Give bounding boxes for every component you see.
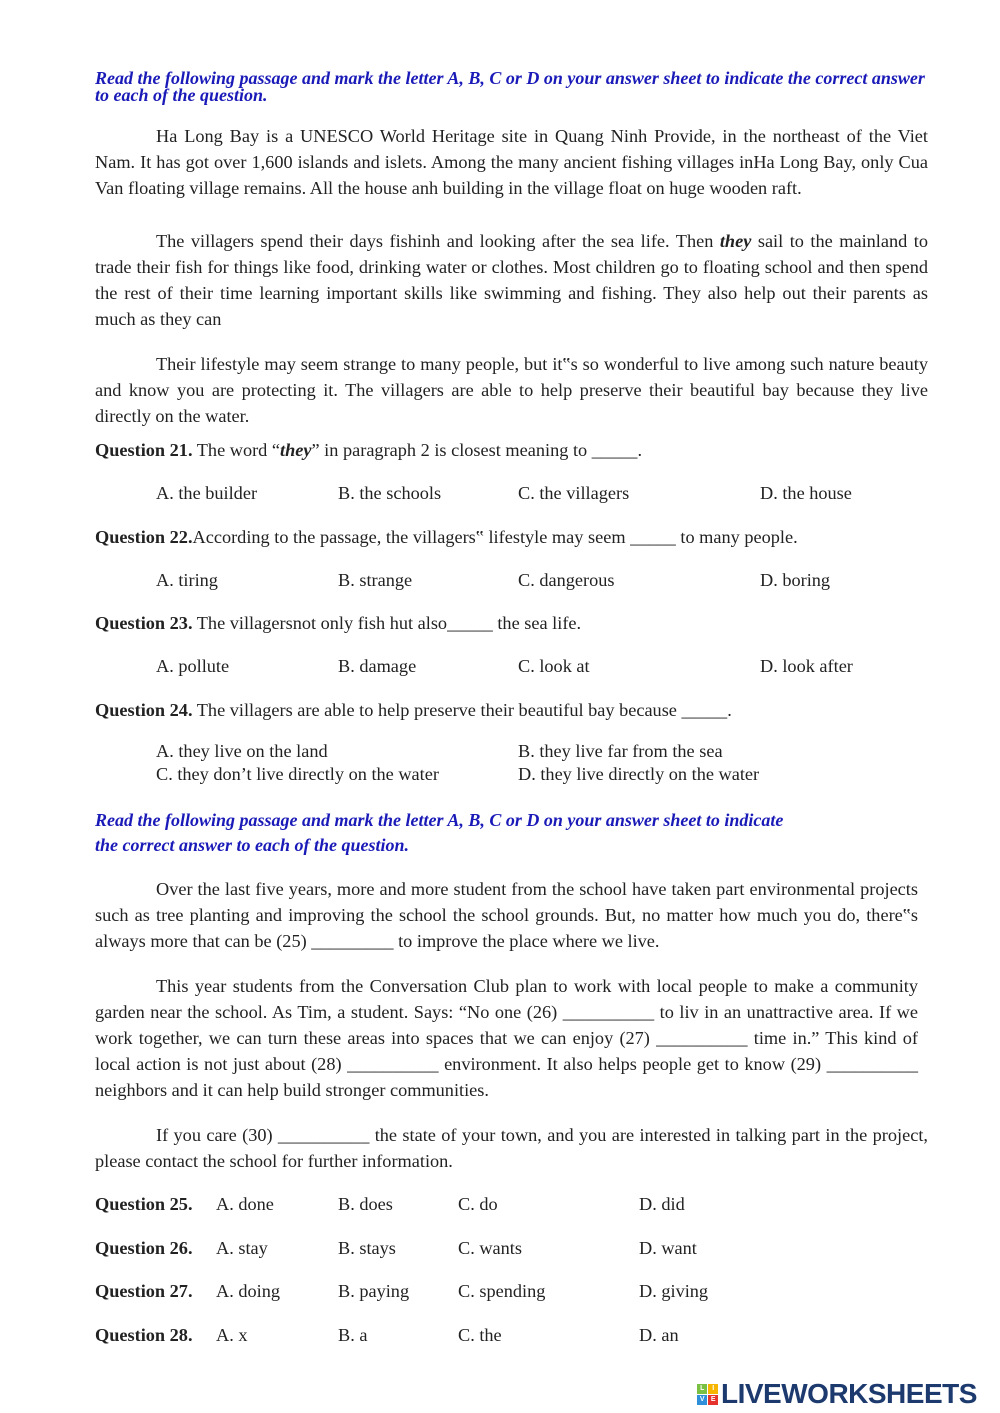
paragraph-6: If you care (30) __________ the state of your town, and you are interested in talking part in the project, please contact the school for further information. <box>95 1125 928 1171</box>
question-22 <box>95 524 928 550</box>
option-c[interactable]: C. look at <box>518 656 590 676</box>
option-d[interactable]: D. they live directly on the water <box>518 764 760 784</box>
option-a[interactable]: A. pollute <box>156 656 230 676</box>
option-a[interactable]: A. they live on the land <box>156 741 328 761</box>
q-label: Question 27. <box>95 1281 193 1301</box>
option-c[interactable]: C. spending <box>458 1281 546 1301</box>
option-c[interactable]: C. they don’t live directly on the water <box>156 764 439 784</box>
option-a[interactable]: A. stay <box>216 1238 268 1258</box>
q-text: ” in paragraph 2 is closest meaning to _____. <box>311 440 643 460</box>
paragraph-4: Over the last five years, more and more student from the school have taken part environmental projects such as tree planting and improving the school the school grounds. But, no matter how much you do, there‟s always more that can be (25) _________ to improve the place where we live. <box>95 879 918 951</box>
liveworksheets-logo <box>697 1378 977 1410</box>
option-c[interactable]: C. the villagers <box>518 483 630 503</box>
option-d[interactable]: D. an <box>639 1325 679 1345</box>
q-text: The villagers are able to help preserve their beautiful bay because _____. <box>192 700 732 720</box>
q-label: Question 28. <box>95 1325 193 1345</box>
q-text: The word “ <box>192 440 281 460</box>
options-24 <box>95 740 928 786</box>
question-26 <box>95 1235 928 1261</box>
paragraph-3: Their lifestyle may seem strange to many people, but it‟s so wonderful to live among such nature beauty and know you are protecting it. The villagers are able to help preserve their beautiful bay because they live directly on the water. <box>95 354 928 426</box>
q-label: Question 21. <box>95 440 193 460</box>
question-25 <box>95 1191 928 1217</box>
option-a[interactable]: A. done <box>216 1194 274 1214</box>
options-21 <box>95 480 928 506</box>
paragraph-2-a: The villagers spend their days fishinh and looking after the sea life. Then <box>156 231 720 251</box>
question-27 <box>95 1278 928 1304</box>
option-a[interactable]: A. tiring <box>156 570 218 590</box>
paragraph-2-b: sail to the mainland to trade their fish for things like food, drinking water or clothes. Most children go to floating school and then spend the rest of their time learning important skills like swimming and fishing. They also help out their parents as much as they can <box>95 231 928 329</box>
option-d[interactable]: D. want <box>639 1238 697 1258</box>
paragraph-2 <box>95 228 928 332</box>
q-label: Question 26. <box>95 1238 193 1258</box>
instruction-line: Read the following passage and mark the letter A, B, C or D on your answer sheet to indicate <box>95 810 784 830</box>
q-label: Question 25. <box>95 1194 193 1214</box>
option-b[interactable]: B. they live far from the sea <box>518 741 723 761</box>
option-b[interactable]: B. does <box>338 1194 393 1214</box>
logo-text: LIVEWORKSHEETS <box>721 1378 977 1409</box>
logo-letter: L <box>697 1384 707 1394</box>
option-d[interactable]: D. did <box>639 1194 685 1214</box>
option-c[interactable]: C. the <box>458 1325 502 1345</box>
option-b[interactable]: B. damage <box>338 656 417 676</box>
logo-squares-icon <box>697 1384 718 1405</box>
question-24 <box>95 697 928 723</box>
q-text: The villagersnot only fish hut also_____ the sea life. <box>192 613 582 633</box>
options-23 <box>95 653 928 679</box>
option-a[interactable]: A. the builder <box>156 483 258 503</box>
option-d[interactable]: D. boring <box>760 570 831 590</box>
option-c[interactable]: C. do <box>458 1194 498 1214</box>
option-c[interactable]: C. wants <box>458 1238 522 1258</box>
option-b[interactable]: B. stays <box>338 1238 396 1258</box>
question-28 <box>95 1322 928 1348</box>
options-22 <box>95 567 928 593</box>
option-b[interactable]: B. paying <box>338 1281 410 1301</box>
q-text: According to the passage, the villagers‟ lifestyle may seem _____ to many people. <box>192 527 798 547</box>
instruction-2 <box>95 808 928 858</box>
option-d[interactable]: D. look after <box>760 656 853 676</box>
instruction-1: Read the following passage and mark the letter A, B, C or D on your answer sheet to indicate the correct answer to each of the question. <box>95 68 925 105</box>
question-21 <box>95 437 928 463</box>
option-a[interactable]: A. doing <box>216 1281 280 1301</box>
paragraph-5: This year students from the Conversation Club plan to work with local people to make a community garden near the school. As Tim, a student. Says: “No one (26) __________ to liv in an unattractive area. If we work together, we can turn these areas into spaces that we can enjoy (27) __________ time in.” This kind of local action is not just about (28) __________ environment. It also helps people get to know (29) __________ neighbors and it can help build stronger communities. <box>95 976 918 1100</box>
option-b[interactable]: B. strange <box>338 570 413 590</box>
word-they: they <box>719 231 752 251</box>
instruction-line: the correct answer to each of the question. <box>95 835 409 855</box>
option-d[interactable]: D. giving <box>639 1281 709 1301</box>
option-a[interactable]: A. x <box>216 1325 248 1345</box>
option-d[interactable]: D. the house <box>760 483 852 503</box>
option-b[interactable]: B. the schools <box>338 483 442 503</box>
q-em: they <box>280 440 312 460</box>
option-b[interactable]: B. a <box>338 1325 368 1345</box>
question-23 <box>95 610 928 636</box>
q-label: Question 24. <box>95 700 193 720</box>
q-label: Question 23. <box>95 613 193 633</box>
paragraph-1: Ha Long Bay is a UNESCO World Heritage site in Quang Ninh Provide, in the northeast of the Viet Nam. It has got over 1,600 islands and islets. Among the many ancient fishing villages inHa Long Bay, only Cua Van floating village remains. All the house anh building in the village float on huge wooden raft. <box>95 126 928 198</box>
q-label: Question 22. <box>95 527 193 547</box>
option-c[interactable]: C. dangerous <box>518 570 615 590</box>
logo-letter: E <box>708 1395 718 1405</box>
logo-letter: I <box>708 1384 718 1394</box>
logo-letter: V <box>697 1395 707 1405</box>
